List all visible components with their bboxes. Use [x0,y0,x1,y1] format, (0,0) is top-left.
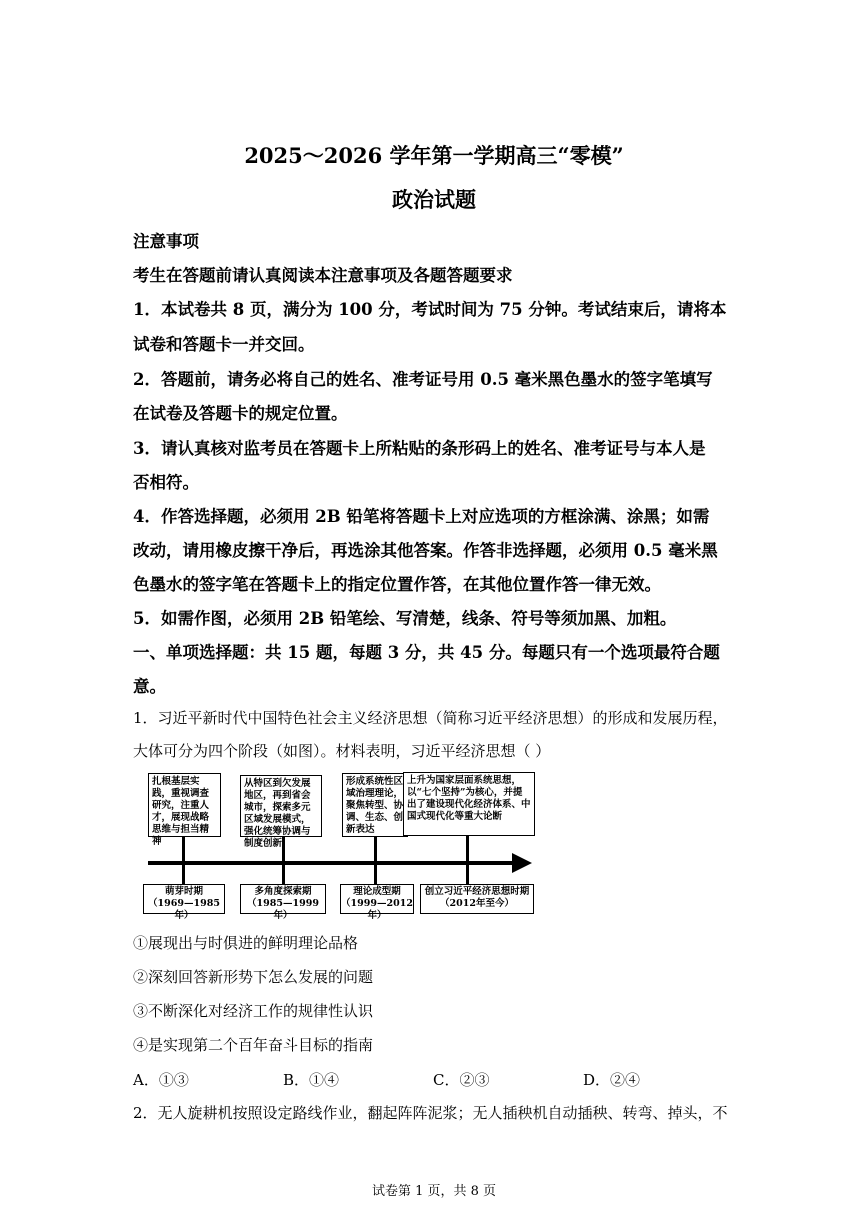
notice-item-line: 3．请认真核对监考员在答题卡上所粘贴的条形码上的姓名、准考证号与本人是 [133,439,706,458]
timeline-era-name: 多角度探索期 [254,886,312,897]
notice-heading: 注意事项 [133,232,199,251]
section-heading-cont: 意。 [133,677,166,696]
statement: ①展现出与时俱进的鲜明理论品格 [133,934,359,952]
timeline-era [240,884,326,921]
timeline-box: 扎根基层实践，重视调查研究，注重人才，展现战略思维与担当精神 [148,773,221,837]
statement: ②深刻回答新形势下怎么发展的问题 [133,968,374,986]
exam-subject: 政治试题 [392,187,476,212]
notice-item-line: 4．作答选择题，必须用 2B 铅笔将答题卡上对应选项的方框涂满、涂黑；如需 [133,507,710,526]
option-c: C．②③ [433,1071,490,1089]
timeline-box: 形成系统性区域治理理论，聚焦转型、协调、生态、创新表达 [342,773,408,837]
option-d: D．②④ [583,1071,641,1089]
section-heading: 一、单项选择题：共 15 题，每题 3 分，共 45 分。每题只有一个选项最符合题 [133,643,720,662]
exam-title: 2025～2026 学年第一学期高三“零模” [244,143,624,168]
timeline-era-name: 创立习近平经济思想时期 [424,886,530,897]
notice-intro: 考生在答题前请认真阅读本注意事项及各题答题要求 [133,266,513,285]
timeline-era-name: 萌芽时期 [164,886,203,897]
notice-item-line: 试卷和答题卡一并交回。 [133,335,315,354]
timeline-era [420,884,534,914]
timeline-era-years: （1969—1985年） [148,898,220,921]
option-a: A．①③ [133,1071,189,1089]
notice-item-line: 5．如需作图，必须用 2B 铅笔绘、写清楚，线条、符号等须加黑、加粗。 [133,609,677,628]
question-1-stem-cont: 大体可分为四个阶段（如图）。材料表明，习近平经济思想（ ） [133,742,551,760]
timeline-era [340,884,414,921]
timeline-era-years: （2012年至今） [440,898,514,909]
timeline-arrow-icon [512,853,532,873]
timeline-era-years: （1999—2012年） [341,898,413,921]
statement: ④是实现第二个百年奋斗目标的指南 [133,1036,374,1054]
option-b: B．①④ [283,1071,340,1089]
notice-item-line: 否相符。 [133,473,199,492]
timeline-era-years: （1985—1999年） [247,898,319,921]
timeline-box: 从特区到欠发展地区，再到省会城市，探索多元区域发展模式，强化统筹协调与制度创新 [240,775,322,837]
notice-item-line: 在试卷及答题卡的规定位置。 [133,404,348,423]
timeline-axis [148,861,518,865]
timeline-era-name: 理论成型期 [353,886,401,897]
question-1-stem: 1．习近平新时代中国特色社会主义经济思想（简称习近平经济思想）的形成和发展历程， [133,709,728,727]
page-footer: 试卷第 1 页，共 8 页 [371,1184,497,1199]
notice-item-line: 色墨水的签字笔在答题卡上的指定位置作答，在其他位置作答一律无效。 [133,575,661,594]
timeline-era [143,884,225,921]
question-2-stem: 2．无人旋耕机按照设定路线作业，翻起阵阵泥浆；无人插秧机自动插秧、转弯、掉头，不 [133,1104,728,1122]
notice-item-line: 改动，请用橡皮擦干净后，再选涂其他答案。作答非选择题，必须用 0.5 毫米黑 [133,541,718,560]
notice-item-line: 2．答题前，请务必将自己的姓名、准考证号用 0.5 毫米黑色墨水的签字笔填写 [133,370,713,389]
statement: ③不断深化对经济工作的规律性认识 [133,1002,374,1020]
timeline-box: 上升为国家层面系统思想，以“七个坚持”为核心，并提出了建设现代化经济体系、中国式现代化等重大论断 [403,772,535,836]
notice-item-line: 1．本试卷共 8 页，满分为 100 分，考试时间为 75 分钟。考试结束后，请将本 [133,300,727,319]
